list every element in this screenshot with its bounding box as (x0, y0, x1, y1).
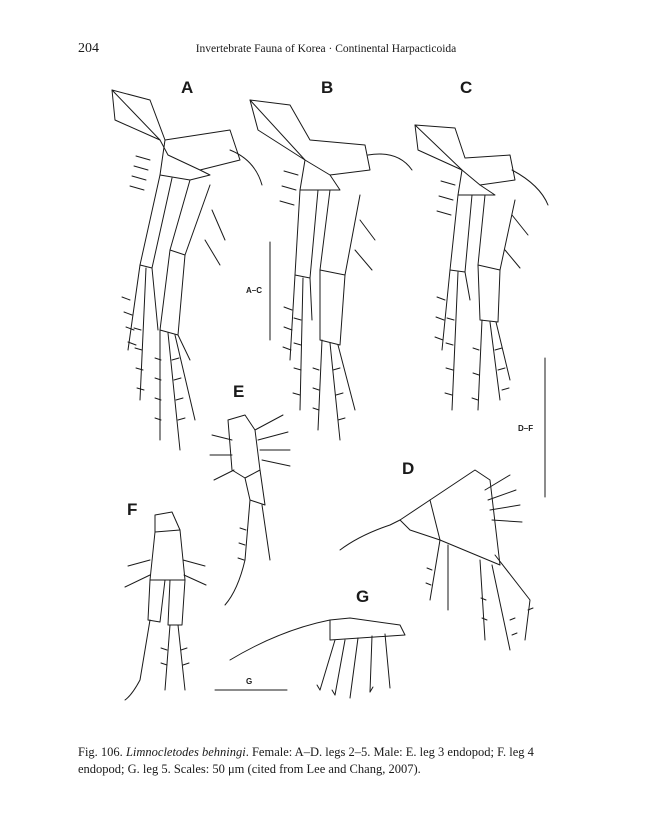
scale-label-a-c: A–C (246, 286, 263, 295)
panel-label-g: G (356, 587, 370, 606)
scale-label-g: G (246, 677, 253, 686)
figure-plate (0, 60, 652, 720)
leg-b-drawing (250, 100, 412, 440)
caption-fig-number: Fig. 106. (78, 744, 123, 759)
running-title: Invertebrate Fauna of Korea · Continental Harpacticoida (195, 43, 457, 55)
panel-label-c: C (460, 78, 473, 97)
caption-species: Limnocletodes behningi (125, 744, 246, 759)
leg-g-drawing (230, 618, 405, 698)
leg-c-drawing (415, 125, 548, 410)
page-header (0, 0, 652, 60)
caption-text: . Female: A–D. legs 2–5. Male: E. leg 3 endopod; F. leg 4 endopod; G. leg 5. Scales: 50 μm (cited from Lee and Chang, 2007). (78, 744, 534, 776)
leg-f-drawing (125, 512, 206, 700)
scale-label-d-f: D–F (518, 424, 534, 433)
page-number: 204 (78, 41, 99, 56)
panel-label-b: B (321, 78, 334, 97)
panel-label-e: E (233, 382, 245, 401)
leg-e-drawing (210, 415, 290, 605)
leg-d-drawing (340, 470, 533, 650)
panel-label-d: D (402, 459, 415, 478)
panel-label-a: A (181, 78, 194, 97)
panel-label-f: F (127, 500, 138, 519)
figure-drawing (0, 60, 652, 720)
figure-caption (78, 744, 578, 778)
